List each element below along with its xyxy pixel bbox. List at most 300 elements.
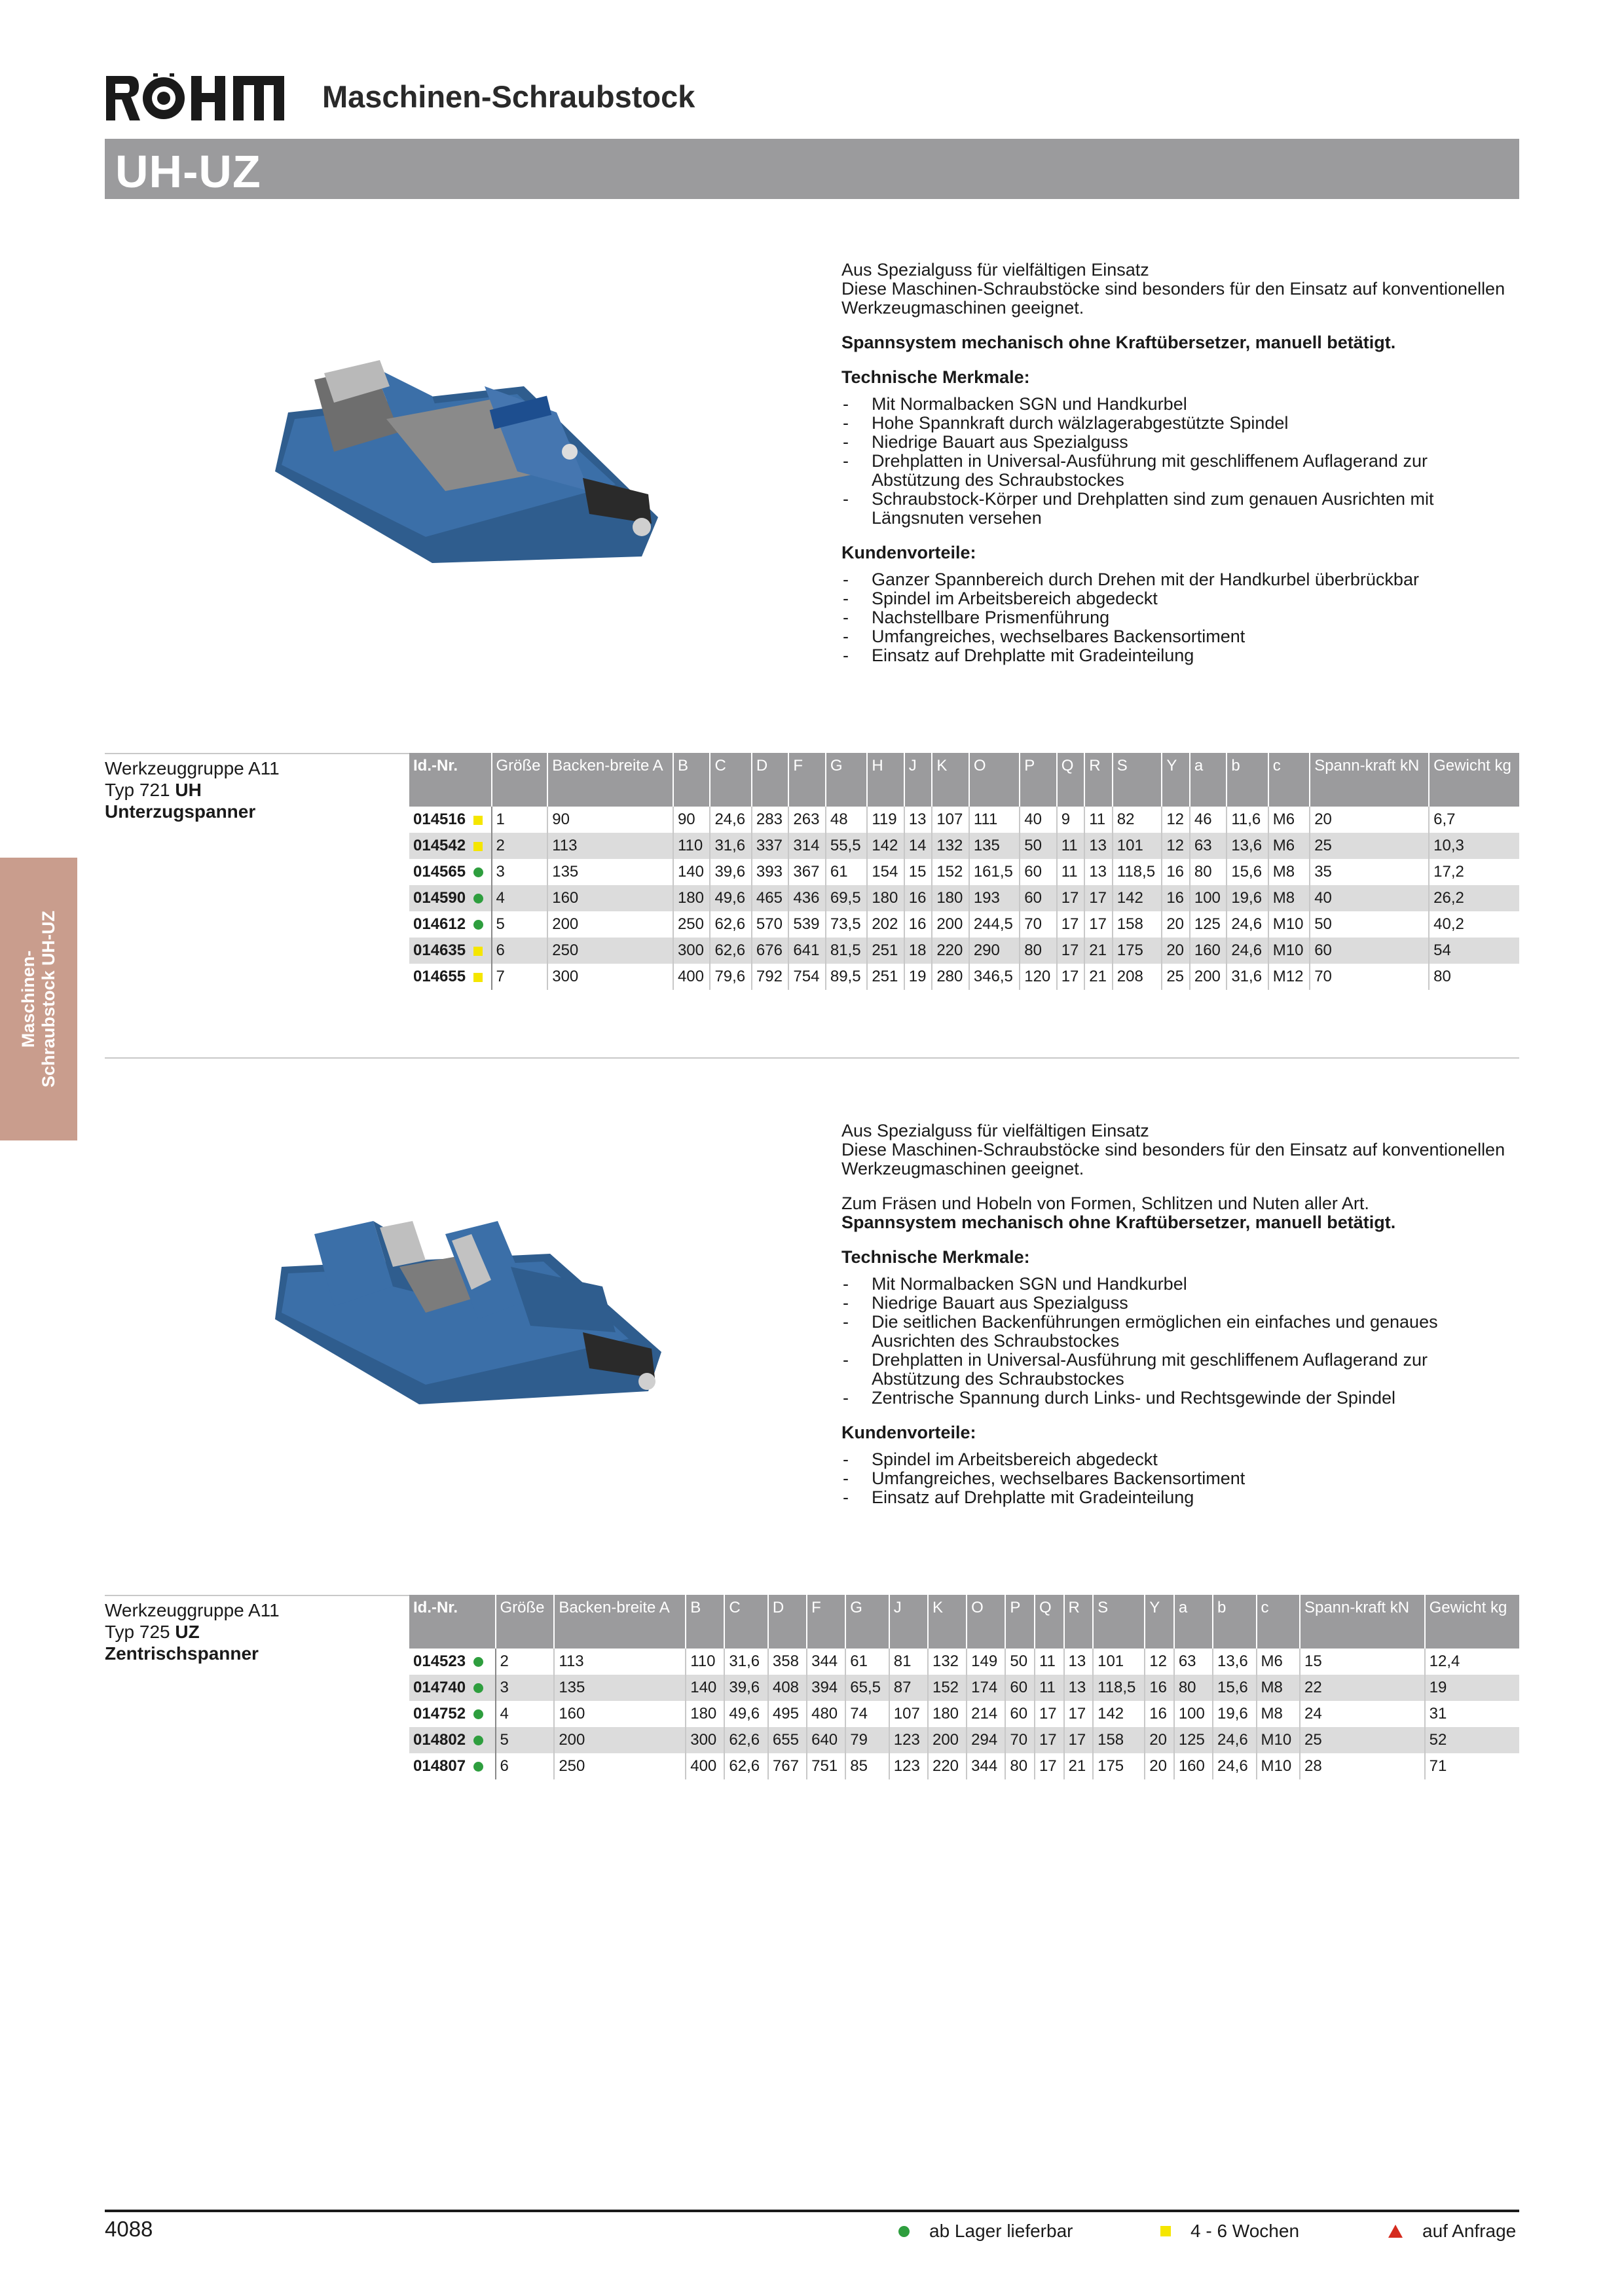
- table-cell: 640: [807, 1727, 845, 1753]
- spec-table-uz: [409, 1595, 1519, 1779]
- side-tab[interactable]: [0, 858, 77, 1140]
- column-header: Gewicht kg: [1425, 1595, 1519, 1649]
- in-stock-icon: [473, 894, 483, 903]
- table-cell: 125: [1190, 911, 1227, 938]
- table-cell: 280: [932, 964, 969, 990]
- column-header: C: [724, 1595, 768, 1649]
- table-cell: 70: [1310, 964, 1429, 990]
- table-cell: 110: [686, 1649, 724, 1675]
- table-cell: 21: [1084, 938, 1113, 964]
- green-dot-icon: [898, 2226, 910, 2237]
- list-item: - Spindel im Arbeitsbereich abgedeckt: [841, 1450, 1516, 1469]
- table-cell: 220: [928, 1753, 967, 1779]
- table-cell: 344: [967, 1753, 1005, 1779]
- table-cell: 87: [889, 1675, 928, 1701]
- table-cell: 18: [904, 938, 932, 964]
- table-cell: 31,6: [724, 1649, 768, 1675]
- column-header: Y: [1145, 1595, 1174, 1649]
- id-number-cell: 014740: [409, 1675, 496, 1701]
- section1-benefits: [841, 570, 1516, 665]
- table-cell: 46: [1190, 807, 1227, 833]
- table-cell: 101: [1093, 1649, 1145, 1675]
- table-cell: 11: [1035, 1675, 1064, 1701]
- table-cell: 19,6: [1213, 1701, 1257, 1727]
- table-cell: 90: [673, 807, 710, 833]
- table-cell: 160: [1190, 938, 1227, 964]
- table-cell: 16: [904, 911, 932, 938]
- column-header: Backen-breite A: [554, 1595, 686, 1649]
- table-cell: 1: [492, 807, 548, 833]
- table-cell: 70: [1020, 911, 1056, 938]
- in-stock-icon: [473, 1709, 483, 1719]
- table-cell: M10: [1268, 911, 1310, 938]
- table-cell: 11,6: [1227, 807, 1268, 833]
- table-cell: 11: [1057, 833, 1085, 859]
- table-cell: 39,6: [724, 1675, 768, 1701]
- column-header: Spann-kraft kN: [1300, 1595, 1425, 1649]
- table-cell: 175: [1113, 938, 1162, 964]
- table-cell: 17: [1057, 885, 1085, 911]
- table-cell: 123: [889, 1727, 928, 1753]
- table-cell: 28: [1300, 1753, 1425, 1779]
- table-cell: 20: [1310, 807, 1429, 833]
- table-cell: 250: [547, 938, 673, 964]
- table-cell: 22: [1300, 1675, 1425, 1701]
- column-header: Gewicht kg: [1429, 753, 1519, 807]
- table-cell: 40: [1310, 885, 1429, 911]
- table-cell: 250: [673, 911, 710, 938]
- table-cell: 80: [1174, 1675, 1213, 1701]
- table-cell: 26,2: [1429, 885, 1519, 911]
- table-cell: 158: [1093, 1727, 1145, 1753]
- table-cell: 393: [752, 859, 788, 885]
- column-header: Y: [1162, 753, 1190, 807]
- table-cell: 12: [1162, 833, 1190, 859]
- table-cell: 111: [969, 807, 1020, 833]
- table-cell: 135: [554, 1675, 686, 1701]
- list-item: - Niedrige Bauart aus Spezialguss: [841, 1294, 1516, 1313]
- table-cell: 220: [932, 938, 969, 964]
- table-cell: 15,6: [1227, 859, 1268, 885]
- id-number-cell: 014635: [409, 938, 492, 964]
- table-cell: 12: [1162, 807, 1190, 833]
- table-cell: 119: [867, 807, 904, 833]
- table-cell: 113: [554, 1649, 686, 1675]
- table-cell: 641: [788, 938, 825, 964]
- column-header: B: [686, 1595, 724, 1649]
- table-cell: 49,6: [724, 1701, 768, 1727]
- list-item: - Schraubstock-Körper und Drehplatten sind zum genauen Ausrichten mit Längsnuten versehen: [841, 490, 1516, 528]
- table-cell: 50: [1005, 1649, 1035, 1675]
- id-number-cell: 014802: [409, 1727, 496, 1753]
- column-header: R: [1084, 753, 1113, 807]
- table-cell: M6: [1268, 833, 1310, 859]
- spec-table-uh: [409, 753, 1519, 990]
- list-item: - Drehplatten in Universal-Ausführung mit geschliffenem Auflagerand zur Abstützung des Schraubstockes: [841, 452, 1516, 490]
- table-cell: 19,6: [1227, 885, 1268, 911]
- table-row: [409, 1649, 1519, 1675]
- table-cell: 80: [1005, 1753, 1035, 1779]
- table-cell: M8: [1257, 1675, 1300, 1701]
- column-header: Id.-Nr.: [409, 1595, 496, 1649]
- table-cell: 754: [788, 964, 825, 990]
- table-cell: M10: [1257, 1753, 1300, 1779]
- table-cell: 21: [1064, 1753, 1094, 1779]
- table-cell: 13: [1084, 859, 1113, 885]
- table-cell: 123: [889, 1753, 928, 1779]
- table-cell: 160: [554, 1701, 686, 1727]
- table-cell: 344: [807, 1649, 845, 1675]
- column-header: b: [1213, 1595, 1257, 1649]
- table-cell: 10,3: [1429, 833, 1519, 859]
- table-cell: 13: [1064, 1675, 1094, 1701]
- table-cell: 193: [969, 885, 1020, 911]
- table-cell: 16: [1162, 885, 1190, 911]
- column-header: Q: [1057, 753, 1085, 807]
- in-stock-icon: [473, 1657, 483, 1667]
- id-number-cell: 014807: [409, 1753, 496, 1779]
- column-header: c: [1257, 1595, 1300, 1649]
- table-cell: 73,5: [826, 911, 867, 938]
- table-cell: 495: [768, 1701, 807, 1727]
- column-header: Backen-breite A: [547, 753, 673, 807]
- list-item: - Einsatz auf Drehplatte mit Gradeinteilung: [841, 646, 1516, 665]
- table-cell: 251: [867, 964, 904, 990]
- table-cell: 200: [554, 1727, 686, 1753]
- table-cell: 436: [788, 885, 825, 911]
- column-header: O: [967, 1595, 1005, 1649]
- table-cell: 2: [492, 833, 548, 859]
- legend-in-stock: ab Lager lieferbar: [898, 2221, 1073, 2242]
- id-number-cell: 014590: [409, 885, 492, 911]
- table-cell: 55,5: [826, 833, 867, 859]
- table-cell: 60: [1020, 885, 1056, 911]
- delivery-weeks-icon: [473, 947, 483, 956]
- table-cell: 118,5: [1113, 859, 1162, 885]
- table-cell: M10: [1257, 1727, 1300, 1753]
- delivery-weeks-icon: [473, 973, 483, 982]
- section1-group-label: Werkzeuggruppe A11 Typ 721 UH Unterzugspanner: [105, 758, 280, 822]
- column-header: G: [826, 753, 867, 807]
- table-cell: 180: [673, 885, 710, 911]
- column-header: G: [845, 1595, 889, 1649]
- table-cell: 367: [788, 859, 825, 885]
- table-row: [409, 807, 1519, 833]
- column-header: R: [1064, 1595, 1094, 1649]
- table-cell: 12,4: [1425, 1649, 1519, 1675]
- table-cell: 140: [686, 1675, 724, 1701]
- column-header: B: [673, 753, 710, 807]
- table-cell: 161,5: [969, 859, 1020, 885]
- table-cell: 79,6: [710, 964, 751, 990]
- table-cell: 140: [673, 859, 710, 885]
- table-cell: 89,5: [826, 964, 867, 990]
- table-cell: 17,2: [1429, 859, 1519, 885]
- column-header: b: [1227, 753, 1268, 807]
- table-cell: 5: [492, 911, 548, 938]
- in-stock-icon: [473, 1736, 483, 1745]
- table-cell: 5: [496, 1727, 555, 1753]
- table-cell: 15,6: [1213, 1675, 1257, 1701]
- table-cell: 70: [1005, 1727, 1035, 1753]
- table-cell: 751: [807, 1753, 845, 1779]
- list-item: - Umfangreiches, wechselbares Backensortiment: [841, 627, 1516, 646]
- table-cell: 24: [1300, 1701, 1425, 1727]
- column-header: c: [1268, 753, 1310, 807]
- list-item: - Die seitlichen Backenführungen ermöglichen ein einfaches und genaues Ausrichten des Schraubstockes: [841, 1313, 1516, 1351]
- table-cell: 13,6: [1213, 1649, 1257, 1675]
- table-cell: 6: [492, 938, 548, 964]
- in-stock-icon: [473, 1762, 483, 1772]
- column-header: D: [752, 753, 788, 807]
- table-cell: 74: [845, 1701, 889, 1727]
- table-cell: 100: [1190, 885, 1227, 911]
- table-cell: 25: [1300, 1727, 1425, 1753]
- table-cell: 20: [1162, 911, 1190, 938]
- table-cell: 294: [967, 1727, 1005, 1753]
- column-header: Größe: [492, 753, 548, 807]
- table-cell: 200: [932, 911, 969, 938]
- table-cell: 17: [1035, 1753, 1064, 1779]
- table-cell: 63: [1190, 833, 1227, 859]
- table-cell: 24,6: [1213, 1727, 1257, 1753]
- footer-rule: [105, 2210, 1519, 2212]
- table-cell: 290: [969, 938, 1020, 964]
- table-cell: 81,5: [826, 938, 867, 964]
- table-cell: 52: [1425, 1727, 1519, 1753]
- table-cell: 60: [1020, 859, 1056, 885]
- table-cell: 20: [1162, 938, 1190, 964]
- table-cell: 6,7: [1429, 807, 1519, 833]
- table-cell: M6: [1257, 1649, 1300, 1675]
- table-row: [409, 911, 1519, 938]
- table-cell: 24,6: [1213, 1753, 1257, 1779]
- table-cell: 149: [967, 1649, 1005, 1675]
- table-cell: 113: [547, 833, 673, 859]
- table-cell: 570: [752, 911, 788, 938]
- table-cell: 50: [1310, 911, 1429, 938]
- table-cell: 80: [1429, 964, 1519, 990]
- table-cell: 132: [928, 1649, 967, 1675]
- table-cell: 85: [845, 1753, 889, 1779]
- table-row: [409, 1727, 1519, 1753]
- table-cell: 250: [554, 1753, 686, 1779]
- table-cell: 39,6: [710, 859, 751, 885]
- table-cell: 82: [1113, 807, 1162, 833]
- table-cell: 13: [1064, 1649, 1094, 1675]
- table-cell: 15: [1300, 1649, 1425, 1675]
- table-cell: 81: [889, 1649, 928, 1675]
- table-cell: 200: [1190, 964, 1227, 990]
- table-cell: 31,6: [1227, 964, 1268, 990]
- column-header: Id.-Nr.: [409, 753, 492, 807]
- column-header: a: [1174, 1595, 1213, 1649]
- table-cell: 132: [932, 833, 969, 859]
- table-cell: 300: [686, 1727, 724, 1753]
- list-item: - Mit Normalbacken SGN und Handkurbel: [841, 1275, 1516, 1294]
- table-cell: 20: [1145, 1727, 1174, 1753]
- table-cell: 142: [1093, 1701, 1145, 1727]
- table-cell: 14: [904, 833, 932, 859]
- table-cell: 16: [1145, 1675, 1174, 1701]
- table-cell: 158: [1113, 911, 1162, 938]
- table-cell: 160: [1174, 1753, 1213, 1779]
- page-title: UH-UZ: [115, 146, 261, 197]
- table-cell: 400: [686, 1753, 724, 1779]
- table-cell: 160: [547, 885, 673, 911]
- section2-group-label: Werkzeuggruppe A11 Typ 725 UZ Zentrischspanner: [105, 1600, 280, 1664]
- table-cell: 31: [1425, 1701, 1519, 1727]
- table-cell: 80: [1190, 859, 1227, 885]
- column-header: J: [904, 753, 932, 807]
- table-cell: 101: [1113, 833, 1162, 859]
- column-header: S: [1113, 753, 1162, 807]
- table-cell: 4: [496, 1701, 555, 1727]
- table-cell: 792: [752, 964, 788, 990]
- column-header: F: [788, 753, 825, 807]
- table-cell: 62,6: [710, 911, 751, 938]
- table-cell: 142: [1113, 885, 1162, 911]
- table-cell: 62,6: [710, 938, 751, 964]
- table-cell: 142: [867, 833, 904, 859]
- delivery-weeks-icon: [473, 842, 483, 851]
- table-cell: 251: [867, 938, 904, 964]
- table-cell: 15: [904, 859, 932, 885]
- list-item: - Spindel im Arbeitsbereich abgedeckt: [841, 589, 1516, 608]
- table-cell: 62,6: [724, 1727, 768, 1753]
- table-cell: 180: [867, 885, 904, 911]
- table-cell: 107: [889, 1701, 928, 1727]
- table-cell: 263: [788, 807, 825, 833]
- roehm-logo: [105, 73, 286, 123]
- table-cell: 3: [492, 859, 548, 885]
- table-cell: 24,6: [1227, 938, 1268, 964]
- table-cell: 17: [1064, 1727, 1094, 1753]
- list-item: - Mit Normalbacken SGN und Handkurbel: [841, 395, 1516, 414]
- table-cell: M8: [1268, 859, 1310, 885]
- table-cell: 394: [807, 1675, 845, 1701]
- red-triangle-icon: [1388, 2225, 1403, 2238]
- table-cell: 20: [1145, 1753, 1174, 1779]
- table-cell: 180: [932, 885, 969, 911]
- list-item: - Nachstellbare Prismenführung: [841, 608, 1516, 627]
- yellow-square-icon: [1160, 2226, 1171, 2236]
- column-header: K: [932, 753, 969, 807]
- table-cell: 54: [1429, 938, 1519, 964]
- section2-description: Aus Spezialguss für vielfältigen Einsatz Diese Maschinen-Schraubstöcke sind besonders für den Einsatz auf konventionellen Werkzeugmaschinen geeignet. Zum Fräsen und Hobeln von Formen, Schlitzen und Nuten aller Art. Spannsystem mechanisch ohne Kraftübersetzer, manuell betätigt. Technische Merkmale: - Mit Normalbacken SGN und Handkurbel - Niedrige Bauart aus Spezialguss - Die seitlichen Backenführungen ermöglichen ein einfaches und genaues Ausrichten des Schraubstockes - Drehplatten in Universal-Ausführung mit geschliffenem Auflagerand zur Abstützung des Schraubstockes - Zentrische Spannung durch Links- und Rechtsgewinde der Spindel Kundenvorteile: - Spindel im Arbeitsbereich abgedeckt - Umfangreiches, wechselbares Backensortiment - Einsatz auf Drehplatte mit Gradeinteilung: [841, 1121, 1516, 1507]
- table-cell: 9: [1057, 807, 1085, 833]
- table-cell: 767: [768, 1753, 807, 1779]
- table-cell: 152: [928, 1675, 967, 1701]
- section1-description: Aus Spezialguss für vielfältigen Einsatz Diese Maschinen-Schraubstöcke sind besonders für den Einsatz auf konventionellen Werkzeugmaschinen geeignet. Spannsystem mechanisch ohne Kraftübersetzer, manuell betätigt. Technische Merkmale: - Mit Normalbacken SGN und Handkurbel - Hohe Spannkraft durch wälzlagerabgestützte Spindel - Niedrige Bauart aus Spezialguss - Drehplatten in Universal-Ausführung mit geschliffenem Auflagerand zur Abstützung des Schraubstockes - Schraubstock-Körper und Drehplatten sind zum genauen Ausrichten mit Längsnuten versehen Kundenvorteile: - Ganzer Spannbereich durch Drehen mit der Handkurbel überbrückbar - Spindel im Arbeitsbereich abgedeckt - Nachstellbare Prismenführung - Umfangreiches, wechselbares Backensortiment - Einsatz auf Drehplatte mit Gradeinteilung: [841, 261, 1516, 665]
- title-bar: [105, 139, 1519, 199]
- table-cell: 200: [547, 911, 673, 938]
- table-cell: 11: [1084, 807, 1113, 833]
- table-cell: 62,6: [724, 1753, 768, 1779]
- page-heading: Maschinen-Schraubstock: [322, 79, 695, 114]
- table-cell: 358: [768, 1649, 807, 1675]
- table-cell: 17: [1035, 1727, 1064, 1753]
- in-stock-icon: [473, 867, 483, 877]
- column-header: Q: [1035, 1595, 1064, 1649]
- id-number-cell: 014523: [409, 1649, 496, 1675]
- table-cell: 17: [1057, 964, 1085, 990]
- table-cell: 40,2: [1429, 911, 1519, 938]
- table-cell: 90: [547, 807, 673, 833]
- table-cell: 24,6: [1227, 911, 1268, 938]
- id-number-cell: 014542: [409, 833, 492, 859]
- table-cell: 480: [807, 1701, 845, 1727]
- column-header: O: [969, 753, 1020, 807]
- table-cell: 214: [967, 1701, 1005, 1727]
- table-cell: 69,5: [826, 885, 867, 911]
- table-cell: 48: [826, 807, 867, 833]
- table-cell: 400: [673, 964, 710, 990]
- table-cell: 63: [1174, 1649, 1213, 1675]
- table-cell: 17: [1057, 938, 1085, 964]
- column-header: K: [928, 1595, 967, 1649]
- table-cell: 244,5: [969, 911, 1020, 938]
- column-header: Spann-kraft kN: [1310, 753, 1429, 807]
- table-cell: 80: [1020, 938, 1056, 964]
- column-header: Größe: [496, 1595, 555, 1649]
- table-cell: 35: [1310, 859, 1429, 885]
- column-header: H: [867, 753, 904, 807]
- table-cell: 16: [904, 885, 932, 911]
- column-header: F: [807, 1595, 845, 1649]
- side-tab-label: Maschinen- Schraubstock UH-UZ: [18, 910, 58, 1088]
- section1-rule: [105, 753, 413, 754]
- table-cell: 300: [673, 938, 710, 964]
- table-cell: 13: [904, 807, 932, 833]
- list-item: - Niedrige Bauart aus Spezialguss: [841, 433, 1516, 452]
- table-cell: 61: [845, 1649, 889, 1675]
- table-cell: 40: [1020, 807, 1056, 833]
- list-item: - Zentrische Spannung durch Links- und Rechtsgewinde der Spindel: [841, 1389, 1516, 1408]
- column-header: C: [710, 753, 751, 807]
- table-cell: 107: [932, 807, 969, 833]
- table-cell: M8: [1268, 885, 1310, 911]
- table-row: [409, 938, 1519, 964]
- table-cell: 24,6: [710, 807, 751, 833]
- table-cell: 13,6: [1227, 833, 1268, 859]
- column-header: P: [1020, 753, 1056, 807]
- table-cell: 60: [1005, 1675, 1035, 1701]
- column-header: a: [1190, 753, 1227, 807]
- table-cell: 17: [1064, 1701, 1094, 1727]
- table-cell: 12: [1145, 1649, 1174, 1675]
- table-cell: 60: [1005, 1701, 1035, 1727]
- column-header: J: [889, 1595, 928, 1649]
- table-cell: 2: [496, 1649, 555, 1675]
- table-cell: 125: [1174, 1727, 1213, 1753]
- table-cell: 110: [673, 833, 710, 859]
- table-cell: 100: [1174, 1701, 1213, 1727]
- table-cell: 4: [492, 885, 548, 911]
- table-cell: 676: [752, 938, 788, 964]
- table-cell: 180: [686, 1701, 724, 1727]
- table-cell: 408: [768, 1675, 807, 1701]
- id-number-cell: 014565: [409, 859, 492, 885]
- table-cell: 180: [928, 1701, 967, 1727]
- table-cell: 346,5: [969, 964, 1020, 990]
- table-row: [409, 964, 1519, 990]
- list-item: - Ganzer Spannbereich durch Drehen mit der Handkurbel überbrückbar: [841, 570, 1516, 589]
- table-cell: M12: [1268, 964, 1310, 990]
- table-cell: 174: [967, 1675, 1005, 1701]
- section-divider: [105, 1057, 1519, 1059]
- column-header: S: [1093, 1595, 1145, 1649]
